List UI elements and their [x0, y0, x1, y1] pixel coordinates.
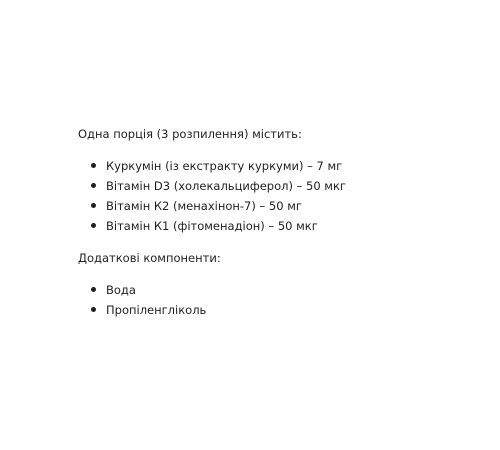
- list-item: [78, 216, 488, 236]
- active-ingredients-list: [78, 156, 488, 236]
- list-item: [78, 300, 488, 320]
- bullet-icon: [91, 223, 96, 228]
- component-text: Пропіленгліколь: [106, 303, 207, 317]
- bullet-icon: [91, 287, 96, 292]
- ingredient-text: Куркумін (із екстракту куркуми) – 7 мг: [106, 159, 343, 173]
- additional-components-heading: Додаткові компоненти:: [78, 251, 221, 265]
- bullet-icon: [91, 183, 96, 188]
- list-item: [78, 156, 488, 176]
- bullet-icon: [91, 163, 96, 168]
- list-item: [78, 176, 488, 196]
- list-item: [78, 196, 488, 216]
- bullet-icon: [91, 307, 96, 312]
- ingredient-text: Вітамін К1 (фітоменадіон) – 50 мкг: [106, 219, 318, 233]
- bullet-icon: [91, 203, 96, 208]
- component-text: Вода: [106, 283, 136, 297]
- product-composition: [78, 124, 488, 332]
- list-item: [78, 280, 488, 300]
- additional-components-list: [78, 280, 488, 320]
- ingredient-text: Вітамін К2 (менахінон-7) – 50 мг: [106, 199, 302, 213]
- ingredient-text: Вітамін D3 (холекальциферол) – 50 мкг: [106, 179, 346, 193]
- serving-heading: Одна порція (3 розпилення) містить:: [78, 127, 302, 141]
